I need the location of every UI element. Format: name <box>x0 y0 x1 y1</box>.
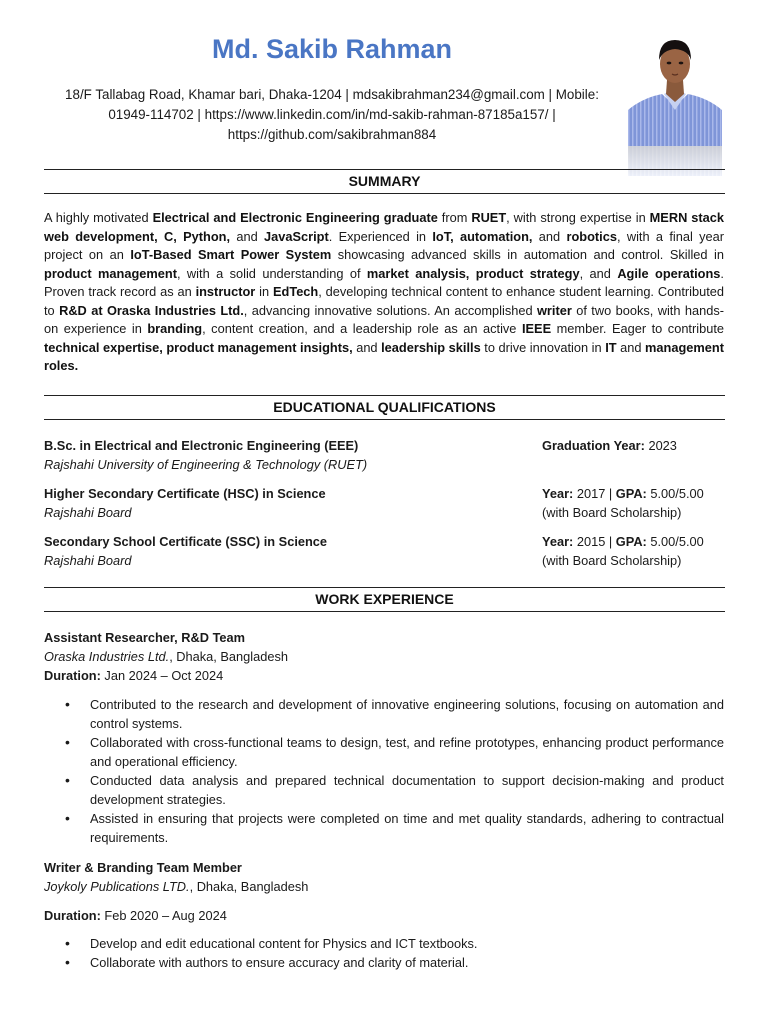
duration-label: Duration: <box>44 908 101 923</box>
summary-text-run: and <box>230 228 265 244</box>
list-item: • Contributed to the research and development of innovative engineering solutions, focusing on automation and control systems. <box>44 695 724 733</box>
summary-text-run: from <box>437 210 472 225</box>
summary-highlight: leadership skills <box>381 339 481 355</box>
summary-highlight: IEEE <box>521 321 552 336</box>
summary-text-run: , advancing innovative solutions. An accomplished <box>243 302 537 318</box>
summary-highlight: R&D at Oraska Industries Ltd. <box>59 302 244 318</box>
summary-text-run: . Experienced in <box>328 228 433 244</box>
summary-highlight: technical expertise, product management insights, <box>44 339 353 355</box>
year-value: 2015 | <box>573 534 616 549</box>
section-heading-work: WORK EXPERIENCE <box>44 587 725 612</box>
summary-highlight: IoT, automation, <box>432 228 533 244</box>
job-bullet-list <box>44 695 724 847</box>
summary-highlight: IT <box>605 339 617 355</box>
graduation-year-label: Graduation Year: <box>542 438 645 453</box>
profile-photo <box>628 28 722 176</box>
gpa-label: GPA: <box>615 486 647 501</box>
scholarship-note: (with Board Scholarship) <box>542 553 682 568</box>
summary-text-run: and <box>616 339 646 355</box>
job-bullet-list <box>44 934 724 972</box>
duration-value: Jan 2024 – Oct 2024 <box>100 668 224 683</box>
list-item: • Conducted data analysis and prepared technical documentation to support decision-making and product development strategies. <box>44 771 724 809</box>
job-location: , Dhaka, Bangladesh <box>169 649 288 664</box>
summary-highlight: RUET <box>471 210 507 225</box>
summary-highlight: instructor <box>195 284 256 299</box>
list-item: • Collaborate with authors to ensure accuracy and clarity of material. <box>44 953 724 972</box>
summary-highlight: product management <box>44 265 177 281</box>
summary-text-run: in <box>255 284 273 299</box>
year-value: 2017 | <box>573 486 616 501</box>
institution-name: Rajshahi Board <box>44 553 132 568</box>
year-label: Year: <box>542 534 574 549</box>
degree-title: Higher Secondary Certificate (HSC) in Science <box>44 486 326 501</box>
summary-text-run: and <box>352 339 382 355</box>
candidate-name: Md. Sakib Rahman <box>211 34 453 64</box>
section-heading-summary: SUMMARY <box>44 169 725 194</box>
job-header <box>44 628 724 685</box>
degree-title: Secondary School Certificate (SSC) in Science <box>44 534 328 549</box>
summary-highlight: Agile operations <box>617 265 721 281</box>
job-header <box>44 858 724 925</box>
summary-text-run: to drive innovation in <box>480 339 606 355</box>
gpa-value: 5.00/5.00 <box>646 486 704 501</box>
summary-text-run: , with a final year project on an <box>44 228 725 262</box>
summary-highlight: robotics <box>566 228 617 244</box>
section-heading-education: EDUCATIONAL QUALIFICATIONS <box>44 395 725 420</box>
graduation-year-value: 2023 <box>644 438 677 453</box>
summary-highlight: JavaScript <box>264 228 329 244</box>
contact-line[interactable]: https://github.com/sakibrahman884 <box>227 127 437 142</box>
company-name: Oraska Industries Ltd. <box>44 649 170 664</box>
job-title: Assistant Researcher, R&D Team <box>44 630 246 645</box>
summary-highlight: management roles. <box>44 339 724 373</box>
gpa-label: GPA: <box>615 534 647 549</box>
list-item: • Assisted in ensuring that projects were completed on time and met quality standards, adhering to contractual requirements. <box>44 809 724 847</box>
summary-text-run: , with strong expertise in <box>506 210 650 225</box>
contact-info <box>44 85 620 145</box>
list-item: • Develop and edit educational content for Physics and ICT textbooks. <box>44 934 724 953</box>
summary-text-run: and <box>532 228 567 244</box>
list-item: • Collaborated with cross-functional teams to design, test, and refine prototypes, enhancing product performance and operational efficiency. <box>44 733 724 771</box>
degree-title: B.Sc. in Electrical and Electronic Engineering (EEE) <box>44 438 359 453</box>
summary-highlight: Electrical and Electronic Engineering graduate <box>152 210 438 225</box>
institution-name: Rajshahi Board <box>44 505 132 520</box>
company-name: Joykoly Publications LTD. <box>44 879 190 894</box>
gpa-value: 5.00/5.00 <box>646 534 704 549</box>
summary-text-run: showcasing advanced skills in automation and control. Skilled in <box>331 247 724 262</box>
summary-text-run: , developing technical content to enhance student learning. Contributed to <box>44 284 724 318</box>
summary-text-run: of two books, with hands-on experience in <box>44 302 724 336</box>
contact-line[interactable]: 18/F Tallabag Road, Khamar bari, Dhaka-1204 | mdsakibrahman234@gmail.com | Mobile: <box>65 87 599 102</box>
summary-highlight: EdTech <box>272 284 319 299</box>
job-location: , Dhaka, Bangladesh <box>189 879 309 894</box>
summary-highlight: market analysis, product strategy <box>366 265 580 281</box>
summary-highlight: MERN stack web development, C, Python, <box>44 210 724 244</box>
summary-text-run: member. Eager to contribute <box>551 321 725 336</box>
contact-line[interactable]: 01949-114702 | https://www.linkedin.com/in/md-sakib-rahman-87185a157/ | <box>108 107 556 122</box>
summary-paragraph <box>44 209 724 376</box>
summary-text-run: , with a solid understanding of <box>176 265 367 281</box>
summary-highlight: branding <box>147 321 203 336</box>
summary-text-run: , and <box>579 265 618 281</box>
job-title: Writer & Branding Team Member <box>44 860 242 875</box>
summary-text-run: , content creation, and a leadership role as an active <box>202 321 522 336</box>
scholarship-note: (with Board Scholarship) <box>542 505 682 520</box>
duration-label: Duration: <box>44 668 101 683</box>
summary-text-run: . Proven track record as an <box>44 265 724 299</box>
duration-value: Feb 2020 – Aug 2024 <box>100 908 227 923</box>
year-label: Year: <box>542 486 574 501</box>
summary-text-run: A highly motivated <box>44 210 153 225</box>
institution-name: Rajshahi University of Engineering & Technology (RUET) <box>44 457 368 472</box>
summary-highlight: writer <box>536 302 572 318</box>
summary-highlight: IoT-Based Smart Power System <box>130 247 332 262</box>
